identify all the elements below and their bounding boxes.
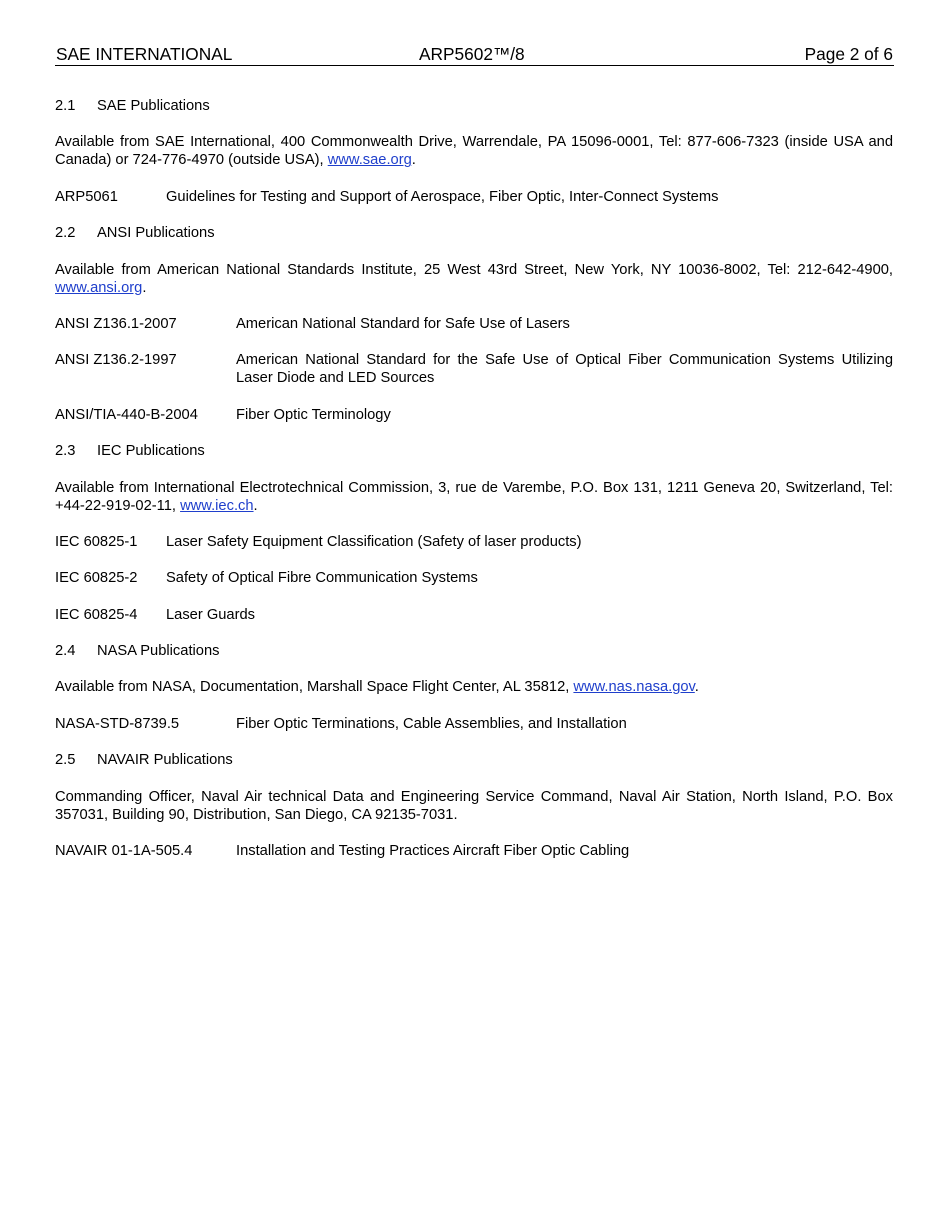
- section-number: 2.3: [55, 443, 76, 460]
- section-number: 2.4: [55, 643, 76, 660]
- reference-code: ANSI Z136.1-2007: [55, 315, 177, 332]
- availability-text: Available from NASA, Documentation, Marshall Space Flight Center, AL 35812,: [55, 679, 574, 696]
- page-header: [55, 44, 894, 66]
- reference-item: [55, 406, 893, 424]
- reference-code: ANSI/TIA-440-B-2004: [55, 406, 198, 423]
- reference-code: IEC 60825-4: [55, 606, 138, 623]
- period: .: [694, 679, 699, 696]
- reference-code: IEC 60825-2: [55, 570, 138, 587]
- section-heading-sae: [55, 97, 893, 115]
- availability-sae: [55, 133, 893, 169]
- reference-item: [55, 533, 893, 551]
- period: .: [142, 279, 147, 296]
- section-heading-navair: [55, 751, 893, 769]
- section-heading-iec: [55, 442, 893, 460]
- reference-item: [55, 569, 893, 587]
- section-number: 2.5: [55, 752, 76, 769]
- availability-navair: [55, 788, 893, 824]
- reference-code: ANSI Z136.2-1997: [55, 352, 177, 369]
- reference-item: [55, 715, 893, 733]
- reference-title: American National Standard for the Safe Use of Optical Fiber Communication Systems Utilizing Laser Diode and LED Sources: [236, 352, 893, 387]
- reference-title: Fiber Optic Terminations, Cable Assemblies, and Installation: [236, 715, 627, 732]
- reference-title: Safety of Optical Fibre Communication Systems: [166, 570, 478, 587]
- page-content: [55, 97, 893, 860]
- reference-title: Guidelines for Testing and Support of Aerospace, Fiber Optic, Inter-Connect Systems: [166, 188, 719, 205]
- reference-code: ARP5061: [55, 188, 118, 205]
- header-page-number: Page 2 of 6: [804, 44, 893, 64]
- reference-title: Fiber Optic Terminology: [236, 406, 391, 423]
- link-iec[interactable]: www.iec.ch: [180, 497, 254, 514]
- period: .: [411, 152, 416, 169]
- reference-item: [55, 315, 893, 333]
- section-title: ANSI Publications: [97, 225, 215, 242]
- reference-item: [55, 188, 893, 206]
- availability-text: Available from International Electrotechnical Commission, 3, rue de Varembe, P.O. Box 131, 1211 Geneva 20, Switzerland, Tel: +44-22-919-02-11,: [55, 479, 893, 514]
- header-document-number: ARP5602™/8: [419, 44, 525, 64]
- section-number: 2.1: [55, 98, 76, 114]
- reference-code: NAVAIR 01-1A-505.4: [55, 843, 193, 860]
- section-title: NASA Publications: [97, 643, 220, 660]
- availability-iec: [55, 479, 893, 515]
- availability-text: Available from American National Standards Institute, 25 West 43rd Street, New York, NY 10036-8002, Tel: 212-642-4900,: [55, 261, 893, 278]
- link-nasa[interactable]: www.nas.nasa.gov: [573, 679, 695, 696]
- reference-title: American National Standard for Safe Use of Lasers: [236, 315, 570, 332]
- section-title: IEC Publications: [97, 443, 205, 460]
- availability-text: Commanding Officer, Naval Air technical Data and Engineering Service Command, Naval Air Station, North Island, P.O. Box 357031, Building 90, Distribution, San Diego, CA 92135-7031.: [55, 788, 893, 823]
- section-heading-ansi: [55, 224, 893, 242]
- section-heading-nasa: [55, 642, 893, 660]
- reference-title: Laser Guards: [166, 606, 255, 623]
- availability-ansi: [55, 261, 893, 297]
- section-title: SAE Publications: [97, 98, 210, 114]
- link-sae[interactable]: www.sae.org: [327, 152, 412, 169]
- period: .: [253, 497, 258, 514]
- reference-item: [55, 842, 893, 860]
- availability-text: Available from SAE International, 400 Commonwealth Drive, Warrendale, PA 15096-0001, Tel: 877-606-7323 (inside USA and Canada) or 724-776-4970 (outside USA),: [55, 134, 893, 169]
- section-title: NAVAIR Publications: [97, 752, 233, 769]
- reference-item: [55, 351, 893, 387]
- reference-code: IEC 60825-1: [55, 533, 138, 550]
- reference-item: [55, 606, 893, 624]
- reference-title: Laser Safety Equipment Classification (Safety of laser products): [166, 533, 582, 550]
- reference-title: Installation and Testing Practices Aircraft Fiber Optic Cabling: [236, 843, 630, 860]
- header-organization: SAE INTERNATIONAL: [56, 44, 233, 64]
- reference-code: NASA-STD-8739.5: [55, 715, 180, 732]
- section-number: 2.2: [55, 225, 76, 242]
- link-ansi[interactable]: www.ansi.org: [55, 279, 143, 296]
- availability-nasa: [55, 678, 893, 696]
